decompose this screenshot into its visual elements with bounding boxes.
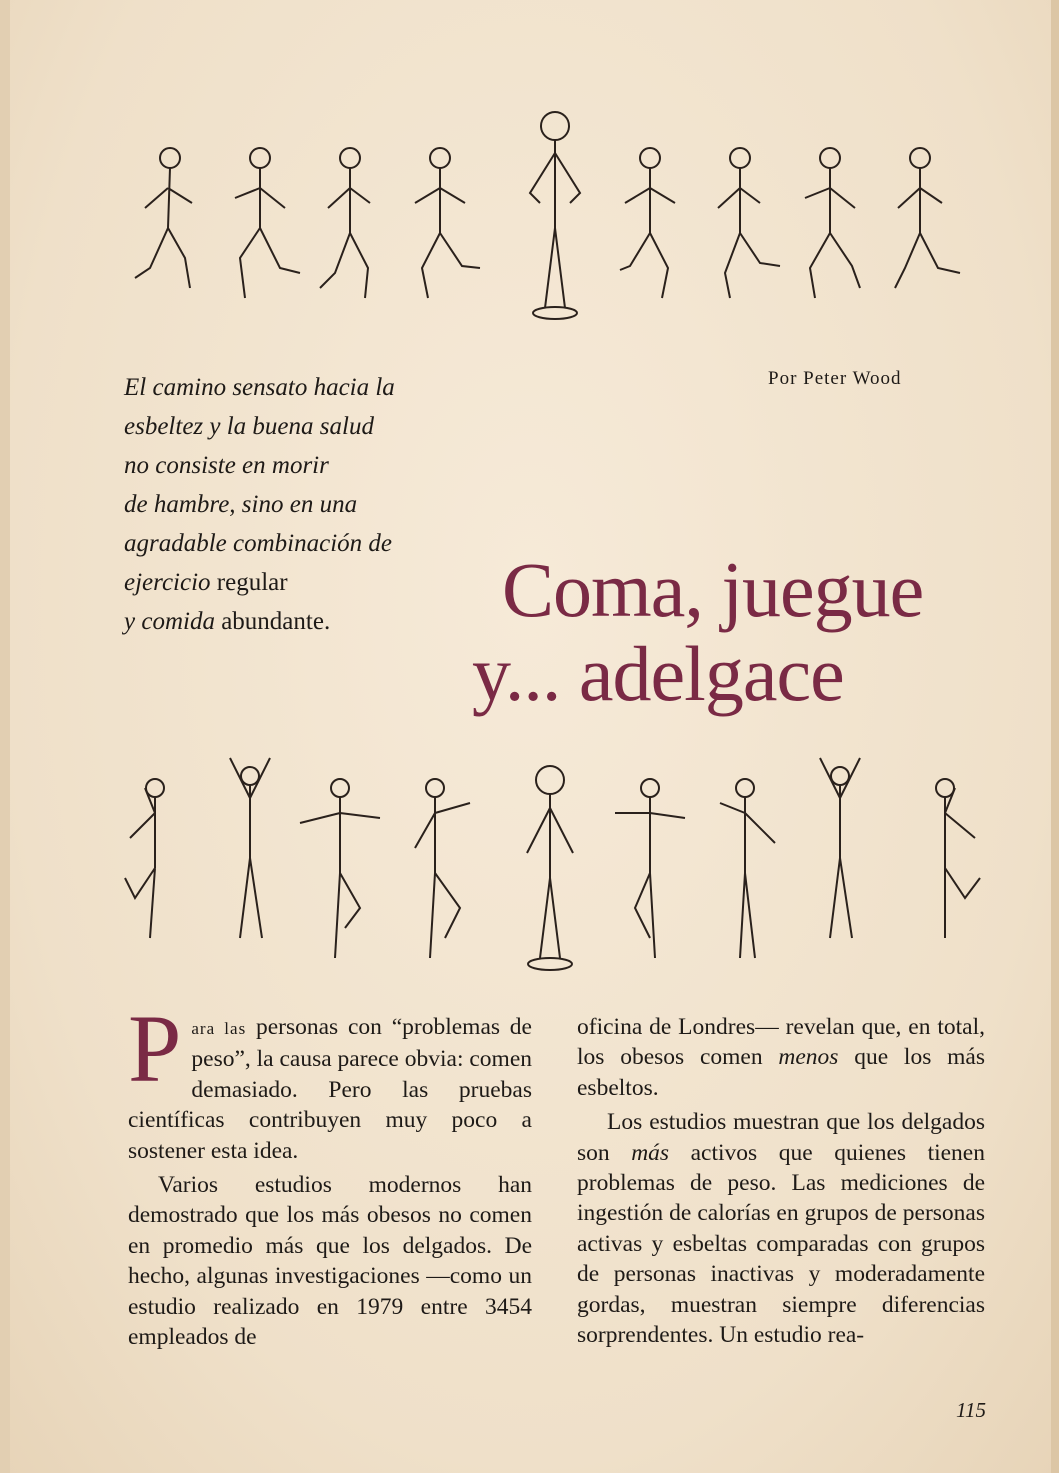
paragraph-4-b: activos que quienes tienen problemas de peso. Las mediciones de ingestión de calorías en grupos de personas activas y esbeltas comparadas con grupos de personas inactivas y moderadamente gordas, muestran siempre diferencias sorprendentes. Un estudio rea- — [577, 1139, 985, 1349]
women-exercising-figures — [110, 748, 1000, 980]
lead-in-smallcaps: ara las — [191, 1019, 247, 1038]
dek-line-5: agradable combinación de — [124, 530, 393, 557]
page-edge-left — [0, 0, 10, 1473]
dek-line-7-italic: y comida — [124, 608, 215, 635]
paragraph-4-emphasis: más — [631, 1139, 670, 1166]
illustration-women-exercising — [110, 748, 1000, 980]
dek-line-7-roman: abundante. — [214, 608, 331, 635]
paragraph-1-text: personas con “problemas de peso”, la causa parece obvia: comen demasiado. Pero las pruebas científicas contribuyen muy poco a sostener esta idea. — [128, 1014, 532, 1164]
paragraph-1 — [128, 995, 532, 1166]
body-column-2 — [577, 1012, 985, 1350]
page-number: 115 — [956, 1398, 986, 1422]
men-jogging-figures — [110, 108, 1000, 340]
body-column-1 — [128, 995, 532, 1352]
article-dek — [124, 368, 504, 641]
article-title — [472, 548, 992, 716]
dek-line-6-roman: regular — [210, 569, 288, 596]
title-line-2: y... adelgace — [472, 630, 844, 717]
article-byline: Por Peter Wood — [768, 368, 902, 389]
title-line-1: Coma, juegue — [502, 546, 924, 633]
dek-line-2: esbeltez y la buena salud — [124, 413, 374, 440]
paragraph-4 — [577, 1107, 985, 1350]
dek-line-3: no consiste en morir — [124, 452, 329, 479]
paragraph-3 — [577, 1012, 985, 1103]
paragraph-4-a: Los estudios muestran que los delgados son — [577, 1109, 985, 1166]
paragraph-3-b: que los más esbeltos. — [577, 1044, 985, 1101]
drop-cap: P — [128, 995, 182, 1102]
dek-line-6 — [124, 563, 504, 602]
paragraph-3-a: oficina de Londres— revelan que, en total, los obesos comen — [577, 1014, 985, 1071]
dek-line-1: El camino sensato hacia la — [124, 374, 395, 401]
dek-line-4: de hambre, sino en una — [124, 491, 358, 518]
page-edge-right — [1051, 0, 1059, 1473]
paragraph-3-emphasis: menos — [778, 1044, 839, 1071]
paragraph-2: Varios estudios modernos han demostrado que los más obesos no comen en promedio más que los delgados. De hecho, algunas investigaciones —como un estudio realizado en 1979 entre 3454 empleados de — [128, 1172, 532, 1351]
dek-line-7 — [124, 602, 504, 641]
illustration-men-jogging — [110, 108, 1000, 340]
dek-line-6-italic: ejercicio — [124, 569, 211, 596]
